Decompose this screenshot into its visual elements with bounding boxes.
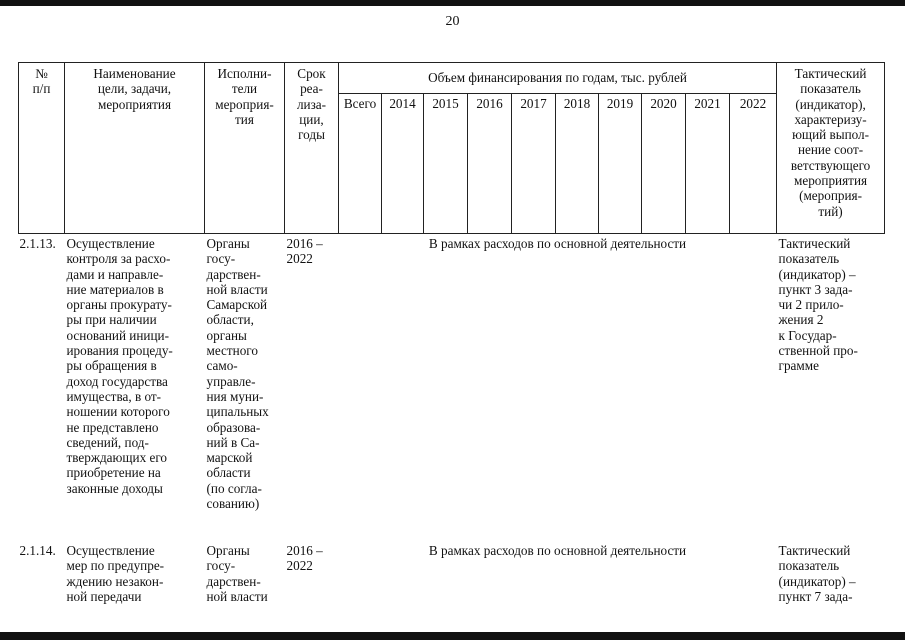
header-year-2014: 2014	[382, 94, 424, 234]
header-year-2021: 2021	[686, 94, 730, 234]
row-financing: В рамках расходов по основной деятельности	[428, 236, 687, 251]
header-indicator: Тактический показатель (индикатор), характеризу- ющий выпол- нение соот- ветствующего мероприятия (мероприя- тий)	[777, 63, 885, 234]
header-year-2015: 2015	[424, 94, 468, 234]
bottom-border-bar	[0, 632, 905, 640]
header-year-2017: 2017	[512, 94, 556, 234]
page-number: 20	[445, 14, 460, 29]
row-activity-name: Осуществление контроля за расхо- дами и направле- ние материалов в органы прокурату- ры при наличии оснований иници- ирования процеду- ры обращения в доход государства имущества, в от- ношении которого не представлено сведений, под- тверждающих его приобретение на законные доходы	[66, 236, 173, 496]
header-year-total: Всего	[339, 94, 382, 234]
row-term: 2016 – 2022	[286, 543, 323, 574]
table-row	[19, 234, 885, 542]
header-executors: Исполни- тели мероприя- тия	[205, 63, 285, 234]
program-activities-table	[18, 62, 885, 604]
row-activity-name: Осуществление мер по предупре- ждению незакон- ной передачи	[66, 543, 165, 604]
header-year-2016: 2016	[468, 94, 512, 234]
header-name: Наименование цели, задачи, мероприятия	[65, 63, 205, 234]
row-indicator: Тактический показатель (индикатор) – пункт 7 зада-	[778, 543, 856, 604]
header-year-2019: 2019	[599, 94, 642, 234]
row-indicator: Тактический показатель (индикатор) – пункт 3 зада- чи 2 прило- жения 2 к Государ- ственной про- грамме	[778, 236, 858, 374]
row-number: 2.1.13.	[19, 236, 56, 251]
top-border-bar	[0, 0, 905, 6]
header-num: № п/п	[19, 63, 65, 234]
row-financing: В рамках расходов по основной деятельности	[428, 543, 687, 558]
header-term: Срок реа- лиза- ции, годы	[285, 63, 339, 234]
header-year-2022: 2022	[730, 94, 777, 234]
row-executors: Органы госу- дарствен- ной власти Самарской области, органы местного само- управле- ния муни- ципальных образова- ний в Са- марской области (по согла- сованию)	[206, 236, 269, 512]
table-row	[19, 541, 885, 604]
header-financing: Объем финансирования по годам, тыс. рублей	[339, 63, 777, 94]
header-year-2020: 2020	[642, 94, 686, 234]
row-executors: Органы госу- дарствен- ной власти	[206, 543, 268, 604]
row-term: 2016 – 2022	[286, 236, 323, 267]
row-number: 2.1.14.	[19, 543, 56, 558]
header-year-2018: 2018	[556, 94, 599, 234]
